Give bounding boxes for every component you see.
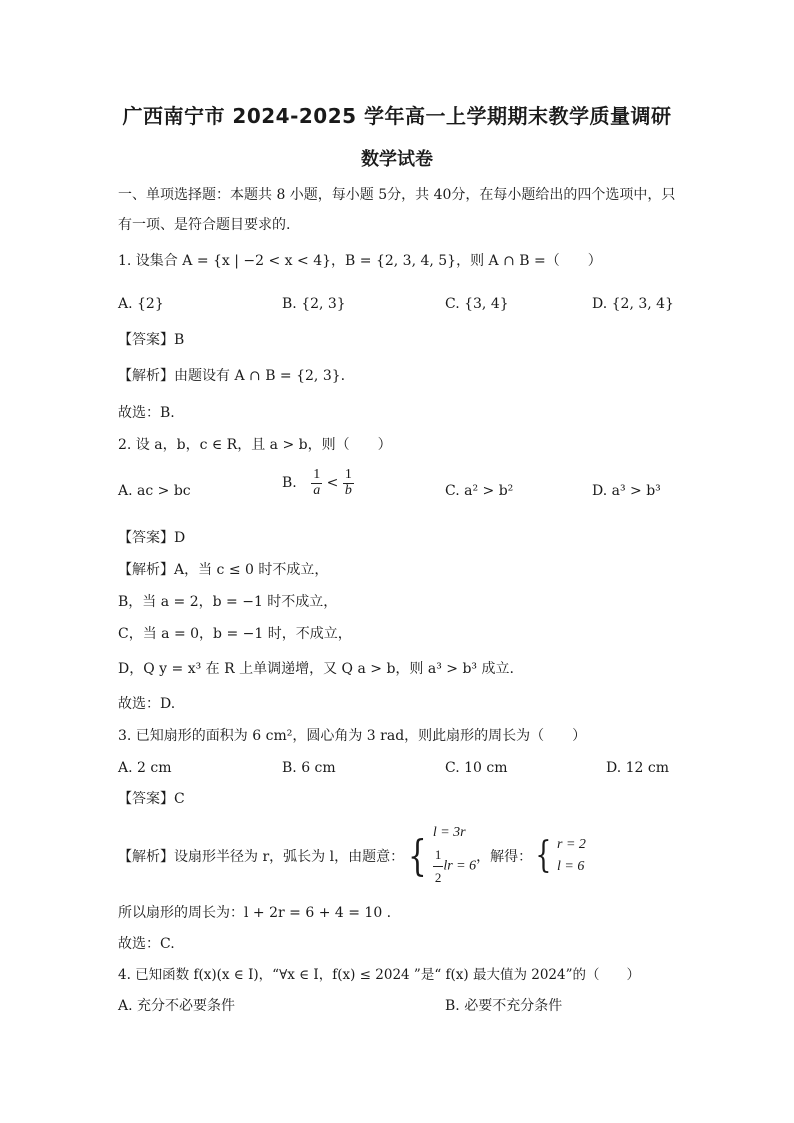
q3-option-b: B. 6 cm <box>282 760 336 776</box>
q3-stem: 3. 已知扇形的面积为 6 cm²，圆心角为 3 rad，则此扇形的周长为（ ） <box>118 728 587 744</box>
q1-conclusion: 故选：B. <box>118 405 175 421</box>
q1-answer: 【答案】B <box>118 332 185 348</box>
brace-icon: { <box>535 834 552 876</box>
q1-option-c: C. {3, 4} <box>445 296 509 312</box>
q2-option-b-frac1: $\frac{1}{a}$ <box>313 467 321 498</box>
q3-answer: 【答案】C <box>118 791 185 807</box>
section-heading: 一、单项选择题：本题共 8 小题，每小题 5分，共 40分，在每小题给出的四个选项中，只 <box>118 187 676 203</box>
q2-answer: 【答案】D <box>118 530 186 546</box>
q4-option-a: A. 充分不必要条件 <box>118 998 236 1014</box>
q3-option-a: A. 2 cm <box>118 760 172 776</box>
q3-system-solution-row1: r = 2 <box>557 836 586 852</box>
q4-stem: 4. 已知函数 f(x)(x ∈ I)，“∀x ∈ I，f(x) ≤ 2024 ”是“ f(x) 最大值为 2024”的（ ） <box>118 967 640 983</box>
q2-conclusion: 故选：D. <box>118 696 176 712</box>
page-title: 广西南宁市 2024-2025 学年高一上学期期末教学质量调研 <box>122 104 672 128</box>
q4-option-b: B. 必要不充分条件 <box>445 998 563 1014</box>
q3-analysis-prefix: 【解析】设扇形半径为 r，弧长为 l，由题意： <box>118 848 405 865</box>
q1-option-d: D. {2, 3, 4} <box>592 296 674 312</box>
section-heading-cont: 有一项、是符合题目要求的. <box>118 217 291 233</box>
q3-system-given-row1: l = 3r <box>432 825 466 840</box>
q3-system-solution-row2: l = 6 <box>557 858 585 874</box>
brace-icon: { <box>408 830 427 880</box>
q3-system-given-row2: $\frac{1}{2}$ lr = 6 <box>433 844 476 889</box>
q2-option-b-frac2: $\frac{1}{b}$ <box>344 467 352 498</box>
q1-analysis: 【解析】由题设有 A ∩ B = {2, 3}. <box>118 368 346 384</box>
q2-option-b <box>282 468 354 498</box>
q3-option-d: D. 12 cm <box>606 760 670 776</box>
q2-option-b-rel: < <box>326 475 339 492</box>
q2-analysis-d: D，Q y = x³ 在 R 上单调递增，又 Q a > b，则 a³ > b³ 成立. <box>118 661 514 677</box>
q1-option-b: B. {2, 3} <box>282 296 346 312</box>
q3-option-c: C. 10 cm <box>445 760 508 776</box>
page-subtitle: 数学试卷 <box>361 149 433 170</box>
q2-option-d: D. a³ > b³ <box>592 483 661 499</box>
q3-analysis <box>118 822 586 889</box>
q1-option-a: A. {2} <box>118 296 164 312</box>
q3-conclusion: 故选：C. <box>118 936 175 952</box>
q1-stem: 1. 设集合 A = {x | −2 < x < 4}，B = {2, 3, 4, 5}，则 A ∩ B =（ ） <box>118 253 602 269</box>
q3-analysis-mid: ，解得： <box>476 848 533 865</box>
q2-analysis-b: B，当 a = 2，b = −1 时不成立， <box>118 594 338 610</box>
q3-system-solution <box>532 834 586 878</box>
q3-system-given <box>404 822 476 889</box>
q2-option-b-label: B. <box>282 475 297 492</box>
q2-analysis-c: C，当 a = 0，b = −1 时，不成立， <box>118 626 352 642</box>
q2-analysis-a: 【解析】A，当 c ≤ 0 时不成立， <box>118 562 329 578</box>
q3-perimeter: 所以扇形的周长为：l + 2r = 6 + 4 = 10 . <box>118 905 392 921</box>
q2-option-a: A. ac > bc <box>118 483 191 499</box>
q2-option-c: C. a² > b² <box>445 483 514 499</box>
q2-stem: 2. 设 a，b，c ∈ R，且 a > b，则（ ） <box>118 437 392 453</box>
